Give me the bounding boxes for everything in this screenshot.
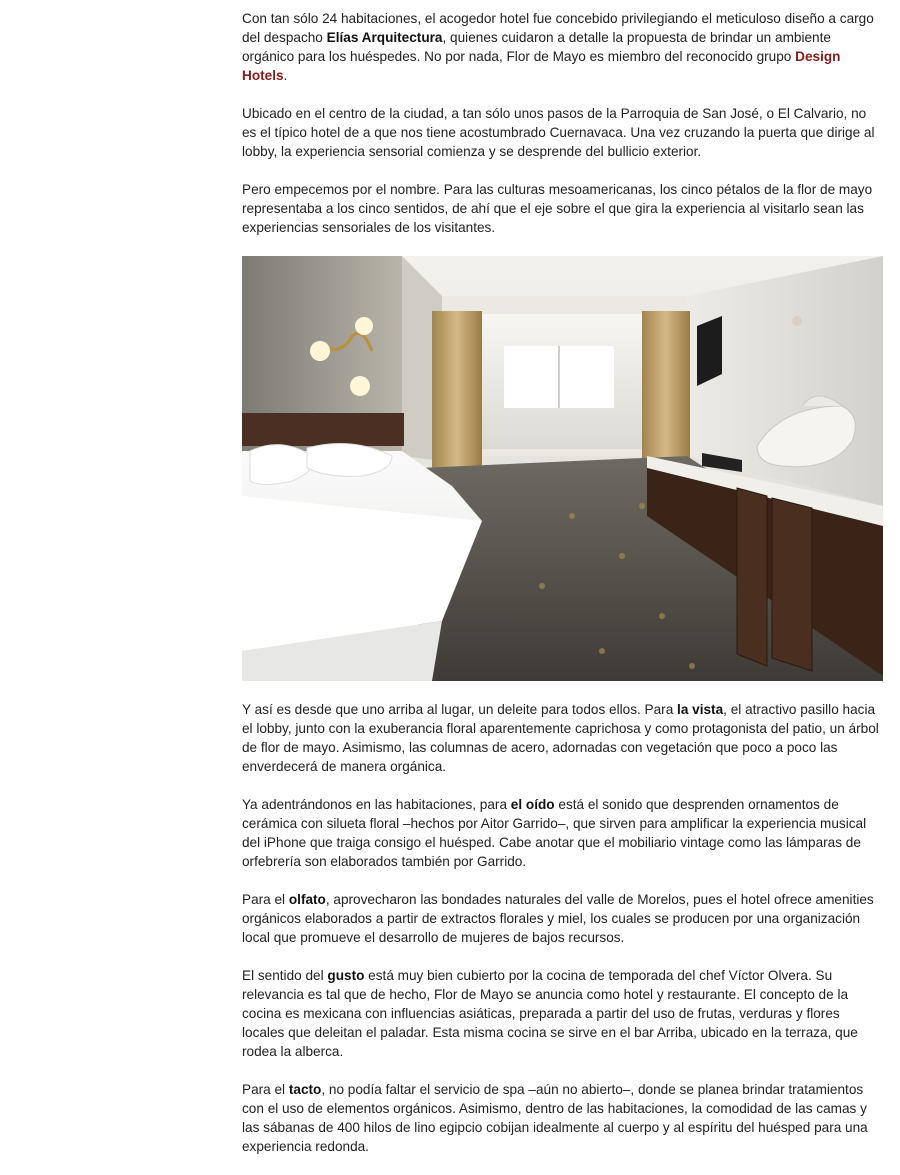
text: está el sonido que desprenden ornamentos de cerámica con silueta floral –hechos por Aitor Garrido–, que sirven para amplificar la experiencia musical del iPhone que traiga consigo el huésped. Cabe anotar que el mobiliario vintage como las lámparas de orfebrería son elaborados también por Garrido. — [242, 797, 867, 869]
article-body — [242, 9, 884, 1175]
sense-label: la vista — [677, 702, 724, 717]
text: Con tan sólo 24 habitaciones, el acogedor hotel fue concebido privilegiando el meticuloso diseño a cargo del despacho — [242, 11, 874, 45]
sense-label: tacto — [288, 1082, 322, 1097]
paragraph-smell — [242, 890, 884, 947]
paragraph-taste — [242, 966, 884, 1061]
sense-label: olfato — [288, 892, 326, 907]
paragraph-location: Ubicado en el centro de la ciudad, a tan sólo unos pasos de la Parroquia de San José, o El Calvario, no es el típico hotel de a que nos tiene acostumbrado Cuernavaca. Una vez cruzando la puerta que dirige al lobby, la experiencia sensorial comienza y se desprende del bullicio exterior. — [242, 106, 875, 159]
text: , aprovecharon las bondades naturales del valle de Morelos, pues el hotel ofrece amenities orgánicos elaborados a partir de extractos florales y miel, los cuales se producen por una organización local que promueve el desarrollo de mujeres de bajos recursos. — [242, 892, 874, 945]
paragraph-name: Pero empecemos por el nombre. Para las culturas mesoamericanas, los cinco pétalos de la flor de mayo representaba a los cinco sentidos, de ahí que el eje sobre el que gira la experiencia al visitarlo sean las experiencias sensoriales de los visitantes. — [242, 182, 873, 235]
design-hotels-link[interactable]: Design Hotels — [242, 49, 841, 83]
sense-label: gusto — [327, 968, 365, 983]
text: , el atractivo pasillo hacia el lobby, junto con la exuberancia floral aparentemente caprichosa y como protagonista del patio, un árbol de flor de mayo. Asimismo, las columnas de acero, adornadas con vegetación que poco a poco las enverdecerá de manera orgánica. — [242, 702, 879, 774]
sense-label: el oído — [510, 797, 555, 812]
paragraph-touch — [242, 1080, 884, 1156]
paragraph-intro — [242, 9, 884, 85]
text: . — [283, 68, 288, 83]
text: , no podía faltar el servicio de spa –aún no abierto–, donde se planea brindar tratamientos con el uso de elementos orgánicos. Asimismo, dentro de las habitaciones, la comodidad de las camas y las sábanas de 400 hilos de lino egipcio cobijan idealmente al cuerpo y al espíritu del huésped para una experiencia redonda. — [242, 1082, 868, 1154]
text: está muy bien cubierto por la cocina de temporada del chef Víctor Olvera. Su relevancia es tal que de hecho, Flor de Mayo se anuncia como hotel y restaurante. El concepto de la cocina es mexicana con influencias asiáticas, preparada a partir del uso de frutas, verduras y flores locales que deleitan el paladar. Esta misma cocina se sirve en el bar Arriba, ubicado en la terraza, que rodea la alberca. — [242, 968, 858, 1059]
hotel-room-photo — [242, 256, 883, 681]
paragraph-sight — [242, 700, 884, 776]
text: Para el — [242, 1082, 289, 1097]
text: Y así es desde que uno arriba al lugar, un deleite para todos ellos. Para — [242, 702, 678, 717]
text: Para el — [242, 892, 289, 907]
text: El sentido del — [242, 968, 328, 983]
text: , quienes cuidaron a detalle la propuesta de brindar un ambiente orgánico para los huéspedes. No por nada, Flor de Mayo es miembro del reconocido grupo — [242, 30, 831, 64]
paragraph-hearing — [242, 795, 884, 871]
architect-name: Elías Arquitectura — [326, 30, 443, 45]
text: Ya adentrándonos en las habitaciones, para — [242, 797, 511, 812]
